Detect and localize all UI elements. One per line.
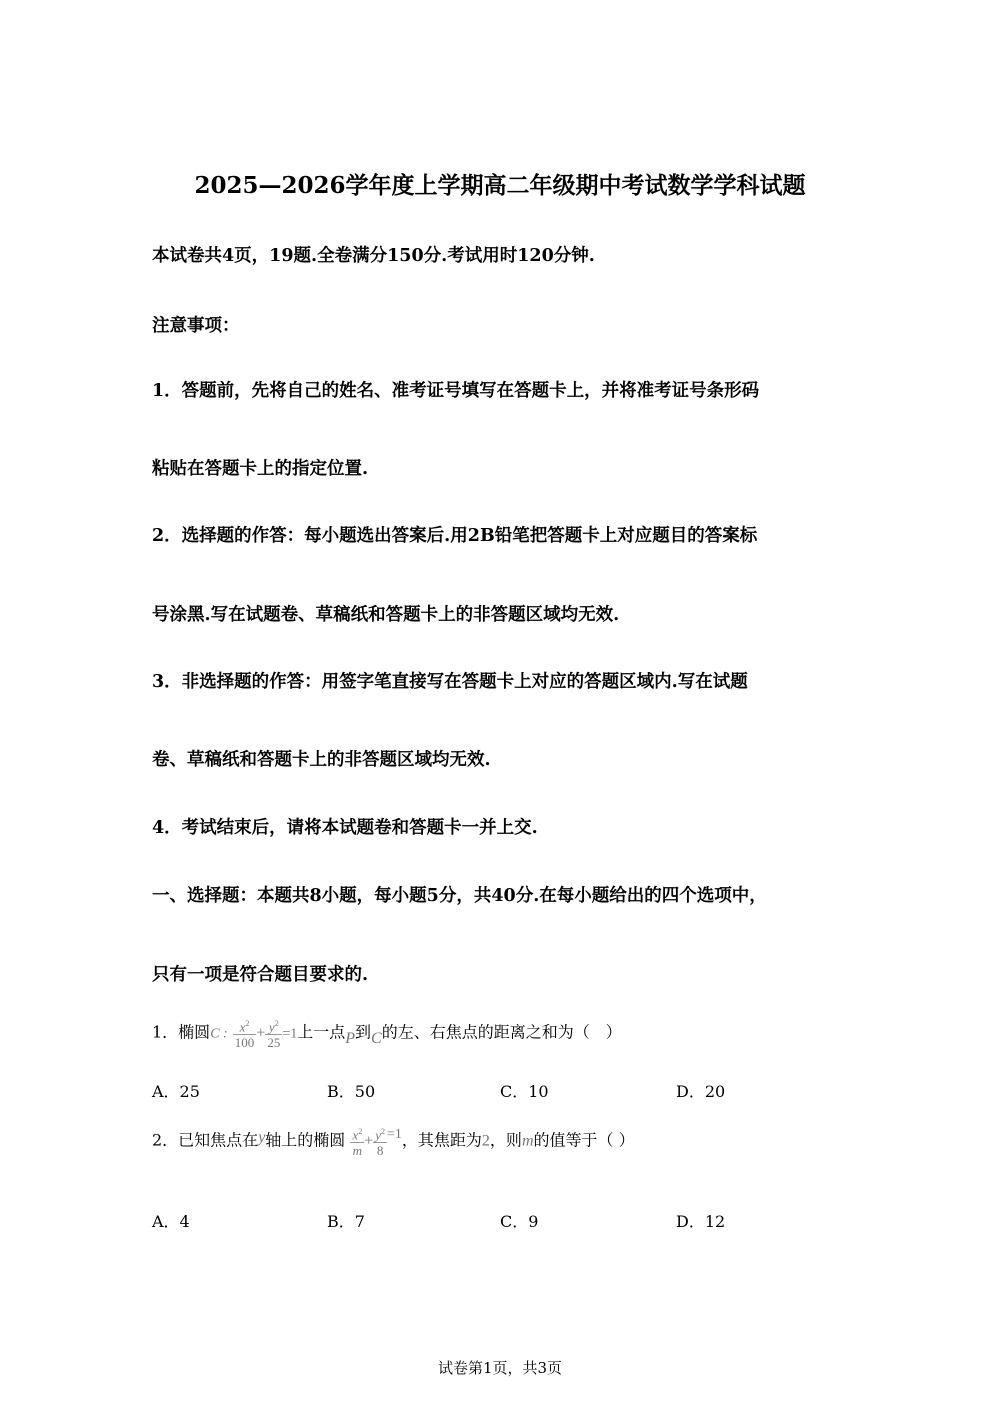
- exam-intro: 本试卷共4页，19题.全卷满分150分.考试用时120分钟.: [152, 246, 595, 266]
- q1-c-label: C :: [210, 1026, 228, 1042]
- notice-line: 3．非选择题的作答：用签字笔直接写在答题卡上对应的答题区域内.写在试题: [152, 672, 748, 692]
- q1-option-d: D．20: [676, 1082, 726, 1101]
- section-heading-cont: 只有一项是符合题目要求的.: [152, 965, 369, 985]
- notice-line: 4．考试结束后，请将本试题卷和答题卡一并上交.: [152, 818, 538, 838]
- q2-text: 轴上的椭圆: [265, 1130, 346, 1150]
- q1-text: 的左、右焦点的距离之和为（ ）: [381, 1022, 622, 1042]
- page-footer: 试卷第1页，共3页: [437, 1359, 563, 1377]
- notice-line: 1．答题前，先将自己的姓名、准考证号填写在答题卡上，并将准考证号条形码: [152, 381, 760, 401]
- q1-fraction-x: $\frac{x^2}{100}$: [233, 1016, 257, 1050]
- q1-option-a: A．25: [152, 1082, 200, 1101]
- q2-fraction-x: $\frac{x^2}{m}$: [350, 1124, 364, 1158]
- q2-text: 的值等于（ ）: [533, 1130, 635, 1150]
- q2-equals: =1: [387, 1126, 402, 1142]
- q2-prefix: 2．已知焦点在: [152, 1130, 259, 1150]
- notice-heading: 注意事项：: [152, 316, 240, 336]
- q2-fraction-y: $\frac{y^2}{8}$: [373, 1124, 387, 1158]
- q2-text: ，则: [489, 1130, 522, 1150]
- q1-c-var: C: [371, 1029, 382, 1047]
- question-1: [152, 1016, 622, 1050]
- question-2: [152, 1124, 635, 1158]
- notice-line: 号涂黑.写在试题卷、草稿纸和答题卡上的非答题区域均无效.: [152, 605, 620, 625]
- section-heading: 一、选择题：本题共8小题，每小题5分，共40分.在每小题给出的四个选项中，: [152, 886, 767, 906]
- q2-option-a: A．4: [152, 1212, 190, 1231]
- q2-plus: +: [364, 1132, 374, 1150]
- q2-option-c: C．9: [500, 1212, 539, 1231]
- q1-prefix: 1．椭圆: [152, 1022, 211, 1042]
- q2-option-b: B．7: [327, 1212, 365, 1231]
- notice-line: 2．选择题的作答：每小题选出答案后.用2B铅笔把答题卡上对应题目的答案标: [152, 526, 758, 546]
- q2-text: ，其焦距为: [401, 1130, 482, 1150]
- page-title: 2025—2026学年度上学期高二年级期中考试数学学科试题: [194, 172, 806, 199]
- q1-option-c: C．10: [500, 1082, 549, 1101]
- q1-plus: +: [256, 1024, 266, 1042]
- q1-option-b: B．50: [327, 1082, 376, 1101]
- q1-text: 上一点: [297, 1022, 346, 1042]
- q2-y-var: y: [258, 1128, 266, 1146]
- q1-text: 到: [355, 1022, 372, 1042]
- q2-m-var: m: [521, 1132, 534, 1150]
- q2-option-d: D．12: [676, 1212, 726, 1231]
- q2-focal-length: 2: [481, 1132, 490, 1150]
- notice-line: 粘贴在答题卡上的指定位置.: [152, 459, 369, 479]
- notice-line: 卷、草稿纸和答题卡上的非答题区域均无效.: [152, 750, 491, 770]
- q1-fraction-y: $\frac{y^2}{25}$: [265, 1016, 282, 1050]
- q1-p-var: P: [345, 1029, 356, 1047]
- q1-equals: =1: [282, 1026, 298, 1042]
